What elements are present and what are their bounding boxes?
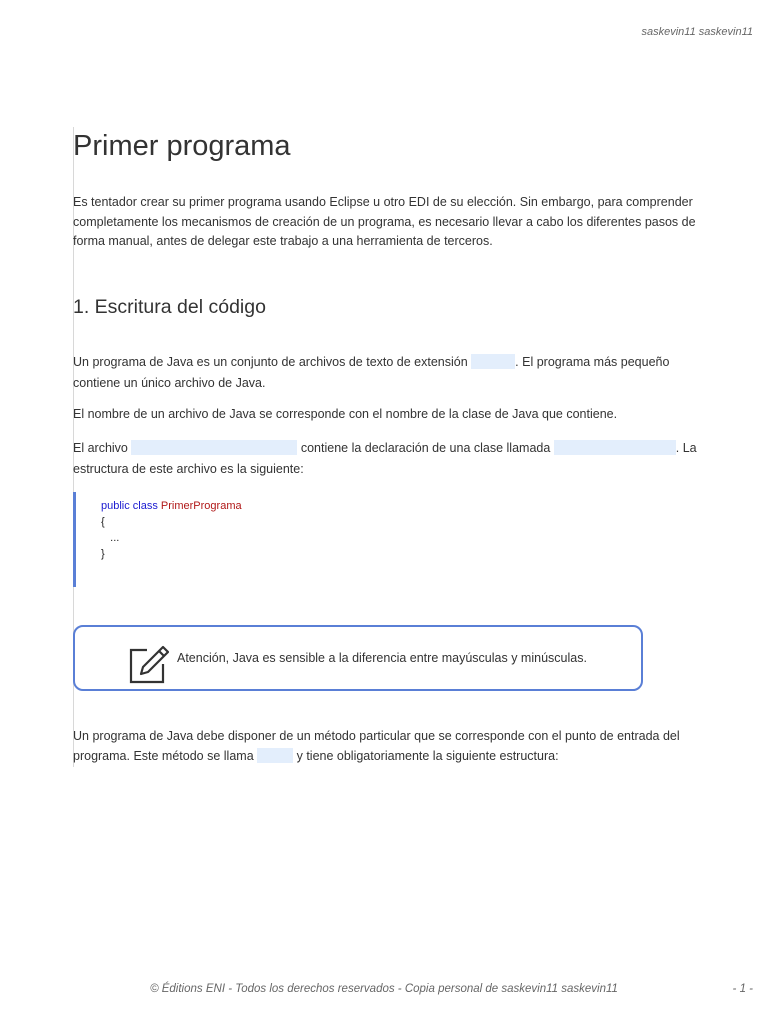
page-title: Primer programa: [73, 130, 291, 162]
inline-code-highlight: [471, 354, 515, 369]
paragraph-text: y tiene obligatoriamente la siguiente estructura:: [293, 748, 559, 763]
code-line: [101, 492, 673, 514]
inline-code-highlight: [257, 748, 293, 763]
code-block: [73, 492, 673, 587]
paragraph-main-method: [73, 727, 703, 766]
footer-copyright: © Éditions ENI - Todos los derechos reservados - Copia personal de saskevin11 saskevin11: [150, 983, 618, 995]
paragraph-text: El archivo: [73, 441, 132, 455]
intro-paragraph: Es tentador crear su primer programa usando Eclipse u otro EDI de su elección. Sin embargo, para comprender completamente los mecanismos de creación de un programa, es necesario llevar a cabo los diferentes pasos de forma manual, antes de delegar este trabajo a una herramienta de terceros.: [73, 195, 696, 248]
section-title: 1. Escritura del código: [73, 296, 266, 318]
inline-code-highlight: [131, 440, 297, 455]
code-line: ...: [101, 532, 120, 544]
note-text: Atención, Java es sensible a la diferencia entre mayúsculas y minúsculas.: [177, 651, 587, 665]
inline-code-highlight: [554, 440, 676, 455]
note-box: [73, 625, 643, 691]
paragraph-text: . El programa más pequeño contiene un único archivo de Java.: [73, 355, 670, 390]
paragraph-text: contiene la declaración de una clase llamada: [297, 441, 554, 455]
paragraph-extension: [73, 352, 703, 394]
code-class-name: PrimerPrograma: [160, 500, 242, 512]
code-line: {: [101, 516, 105, 528]
code-keyword: public class: [101, 500, 158, 512]
paragraph-text: Un programa de Java debe disponer de un método particular que se corresponde con el punto de entrada del programa. Este método se llama: [73, 729, 680, 763]
code-line: }: [101, 548, 105, 560]
paragraph-filename: El nombre de un archivo de Java se corresponde con el nombre de la clase de Java que contiene.: [73, 407, 618, 421]
paragraph-text: . La estructura de este archivo es la siguiente:: [73, 441, 697, 476]
paragraph-file-structure: [73, 438, 703, 480]
paragraph-text: Un programa de Java es un conjunto de archivos de texto de extensión: [73, 355, 472, 369]
page-number: - 1 -: [732, 983, 753, 995]
user-header: saskevin11 saskevin11: [641, 26, 753, 38]
document-content: [73, 126, 703, 763]
pencil-note-icon: [125, 640, 169, 684]
